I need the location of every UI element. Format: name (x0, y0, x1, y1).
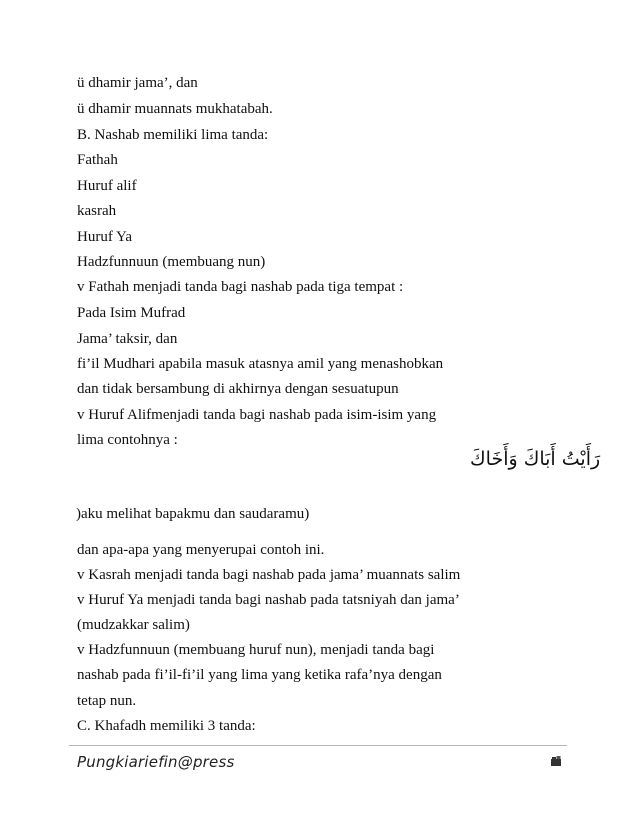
footer-author: Pungkiariefin@press (77, 753, 235, 771)
text-line: fi’il Mudhari apabila masuk atasnya amil yang menashobkan (77, 356, 444, 372)
text-line: Huruf alif (77, 178, 137, 194)
text-line: v Fathah menjadi tanda bagi nashab pada tiga tempat : (77, 279, 404, 295)
text-line: v Hadzfunnuun (membuang huruf nun), menjadi tanda bagi (77, 642, 435, 658)
text-line: B. Nashab memiliki lima tanda: (77, 127, 269, 143)
text-line: nashab pada fi’il-fi’il yang lima yang ketika rafa’nya dengan (77, 667, 442, 683)
text-line: lima contohnya : (77, 432, 178, 448)
text-line: Hadzfunnuun (membuang nun) (77, 254, 266, 270)
text-line: ü dhamir muannats mukhatabah. (77, 101, 273, 117)
text-line: Pada Isim Mufrad (77, 305, 186, 321)
text-line: C. Khafadh memiliki 3 tanda: (77, 718, 256, 734)
book-icon (550, 755, 562, 767)
text-line: Fathah (77, 152, 118, 168)
text-line: v Huruf Alifmenjadi tanda bagi nashab pada isim-isim yang (77, 407, 437, 423)
text-line: tetap nun. (77, 693, 137, 709)
text-line: Jama’ taksir, dan (77, 331, 178, 347)
text-line: (mudzakkar salim) (77, 617, 190, 633)
footer-divider (69, 745, 567, 746)
text-line: dan tidak bersambung di akhirnya dengan sesuatupun (77, 381, 399, 397)
text-line: v Kasrah menjadi tanda bagi nashab pada jama’ muannats salim (77, 567, 461, 583)
translation-line: )aku melihat bapakmu dan saudaramu) (76, 506, 310, 522)
text-line: ü dhamir jama’, dan (77, 75, 198, 91)
text-line: dan apa-apa yang menyerupai contoh ini. (77, 542, 325, 558)
text-line: Huruf Ya (77, 229, 133, 245)
arabic-example: رَأَيْتُ أَبَاكَ وَأَخَاكَ (470, 448, 601, 470)
text-line: kasrah (77, 203, 117, 219)
text-line: v Huruf Ya menjadi tanda bagi nashab pada tatsniyah dan jama’ (77, 592, 460, 608)
